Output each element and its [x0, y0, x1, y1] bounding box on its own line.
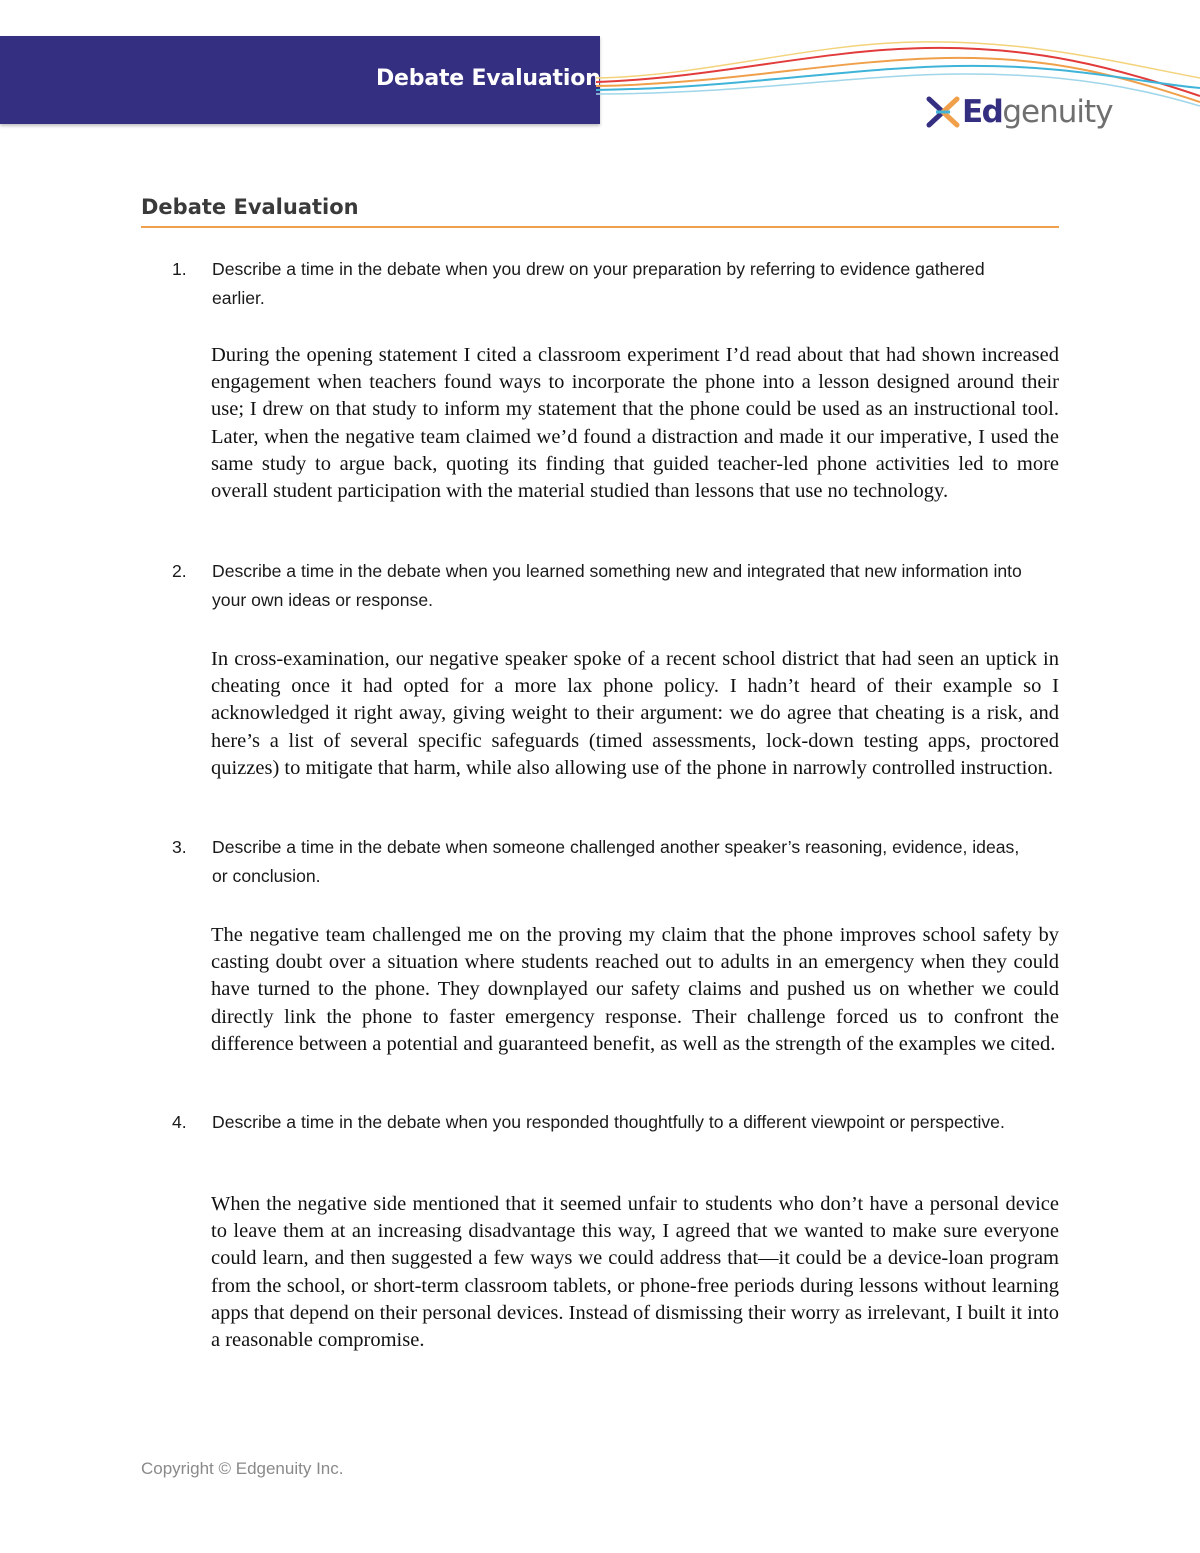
question-prompt: Describe a time in the debate when someone challenged another speaker’s reasoning, evidence, ideas, or conclusion. — [212, 837, 1020, 886]
question-prompt: Describe a time in the debate when you responded thoughtfully to a different viewpoint or perspective. — [212, 1112, 1005, 1132]
edgenuity-logo — [926, 92, 1113, 132]
question-2 — [172, 557, 1032, 615]
copyright-footer: Copyright © Edgenuity Inc. — [141, 1459, 344, 1478]
answer-3: The negative team challenged me on the proving my claim that the phone improves school safety by casting doubt over a situation where students reached out to adults in an emergency when they could have turned to the phone. They downplayed our safety claims and pushed us on whether we could directly link the phone to faster emergency response. Their challenge forced us to confront the difference between a potential and guaranteed benefit, as well as the strength of the examples we cited. — [211, 924, 1059, 1055]
question-prompt: Describe a time in the debate when you drew on your preparation by referring to evidence gathered earlier. — [212, 259, 985, 308]
question-1 — [172, 255, 1032, 313]
question-number: 1. — [172, 259, 187, 279]
logo-text: Edgenuity — [962, 93, 1113, 130]
answer-4: When the negative side mentioned that it seemed unfair to students who don’t have a personal device to leave them at an increasing disadvantage this way, I agreed that we wanted to make sure everyone could learn, and then suggested a few ways we could address that—it could be a device-loan program from the school, or short-term classroom tablets, or phone-free periods during lessons without learning apps that depend on their personal devices. Instead of dismissing their worry as irrelevant, I built it into a reasonable compromise. — [211, 1193, 1059, 1352]
edgenuity-x-mark-icon — [926, 96, 960, 128]
section-divider — [141, 226, 1059, 228]
header-title: Debate Evaluation — [376, 66, 601, 91]
section-title: Debate Evaluation — [141, 195, 359, 219]
question-number: 2. — [172, 561, 187, 581]
question-4 — [172, 1108, 1032, 1137]
answer-2: In cross-examination, our negative speaker spoke of a recent school district that had seen an uptick in cheating once it had opted for a more lax phone policy. I hadn’t heard of their example so I acknowledged it right away, giving weight to their argument: we do agree that cheating is a risk, and here’s a list of several specific safeguards (timed assessments, lock-down testing apps, proctored quizzes) to mitigate that harm, while also allowing use of the phone in narrowly controlled instruction. — [211, 648, 1059, 779]
question-number: 3. — [172, 837, 187, 857]
question-3 — [172, 833, 1032, 891]
question-prompt: Describe a time in the debate when you learned something new and integrated that new information into your own ideas or response. — [212, 561, 1022, 610]
answer-1: During the opening statement I cited a classroom experiment I’d read about that had shown increased engagement when teachers found ways to incorporate the phone into a lesson designed around their use; I drew on that study to inform my statement that the phone could be used as an instructional tool. Later, when the negative team claimed we’d found a distraction and made it our imperative, I used the same study to argue back, quoting its finding that guided teacher-led phone activities led to more overall student participation with the material studied than lessons that use no technology. — [211, 344, 1059, 503]
question-number: 4. — [172, 1112, 187, 1132]
